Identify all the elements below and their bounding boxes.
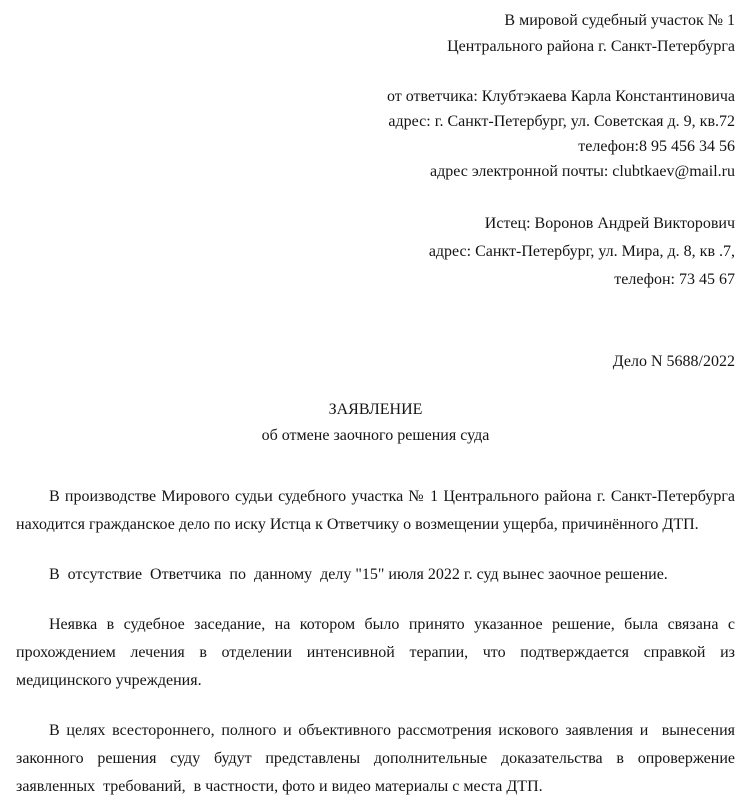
respondent-email-line: адрес электронной почты: clubtkaev@mail.ru — [429, 163, 735, 180]
respondent-phone-line: телефон:8 95 456 34 56 — [578, 138, 735, 155]
plaintiff-block — [16, 210, 735, 294]
body-paragraph-1: В производстве Мирового судьи судебного участка № 1 Центрального района г. Санкт-Петербурга находится гражданское дело по иску Истца к Ответчику о возмещении ущерба, причинённого ДТП. — [16, 488, 739, 533]
document-title: ЗАЯВЛЕНИЕ — [328, 401, 423, 418]
case-number: Дело N 5688/2022 — [612, 353, 735, 370]
court-name-line-2: Центрального района г. Санкт-Петербурга — [447, 38, 735, 55]
respondent-address-line: адрес: г. Санкт-Петербург, ул. Советская д. 9, кв.72 — [388, 113, 735, 130]
respondent-block — [16, 84, 735, 184]
plaintiff-name-line: Истец: Воронов Андрей Викторович — [484, 215, 735, 232]
plaintiff-address-line: адрес: Санкт-Петербург, ул. Мира, д. 8, кв .7, — [428, 243, 735, 260]
body-paragraph-4: В целях всестороннего, полного и объективного рассмотрения искового заявления и вынесения законного решения суду будут представлены дополнительные доказательства в опровержение заявленных требований, в частности, фото и видео материалы с места ДТП. — [16, 722, 739, 795]
document-body — [16, 483, 739, 801]
court-name-line-1: В мировой судебный участок № 1 — [504, 12, 735, 29]
body-paragraph-3: Неявка в судебное заседание, на котором было принято указанное решение, была связана с прохождением лечения в отделении интенсивной терапии, что подтверждается справкой из медицинского учреждения. — [16, 616, 739, 689]
plaintiff-phone-line: телефон: 73 45 67 — [614, 271, 735, 288]
court-header — [16, 8, 735, 60]
respondent-from-line: от ответчика: Клубтэкаева Карла Константиновича — [386, 88, 735, 105]
document-subtitle: об отмене заочного решения суда — [261, 427, 490, 444]
body-paragraph-2: В отсутствие Ответчика по данному делу "15" июля 2022 г. суд вынес заочное решение. — [49, 566, 668, 583]
